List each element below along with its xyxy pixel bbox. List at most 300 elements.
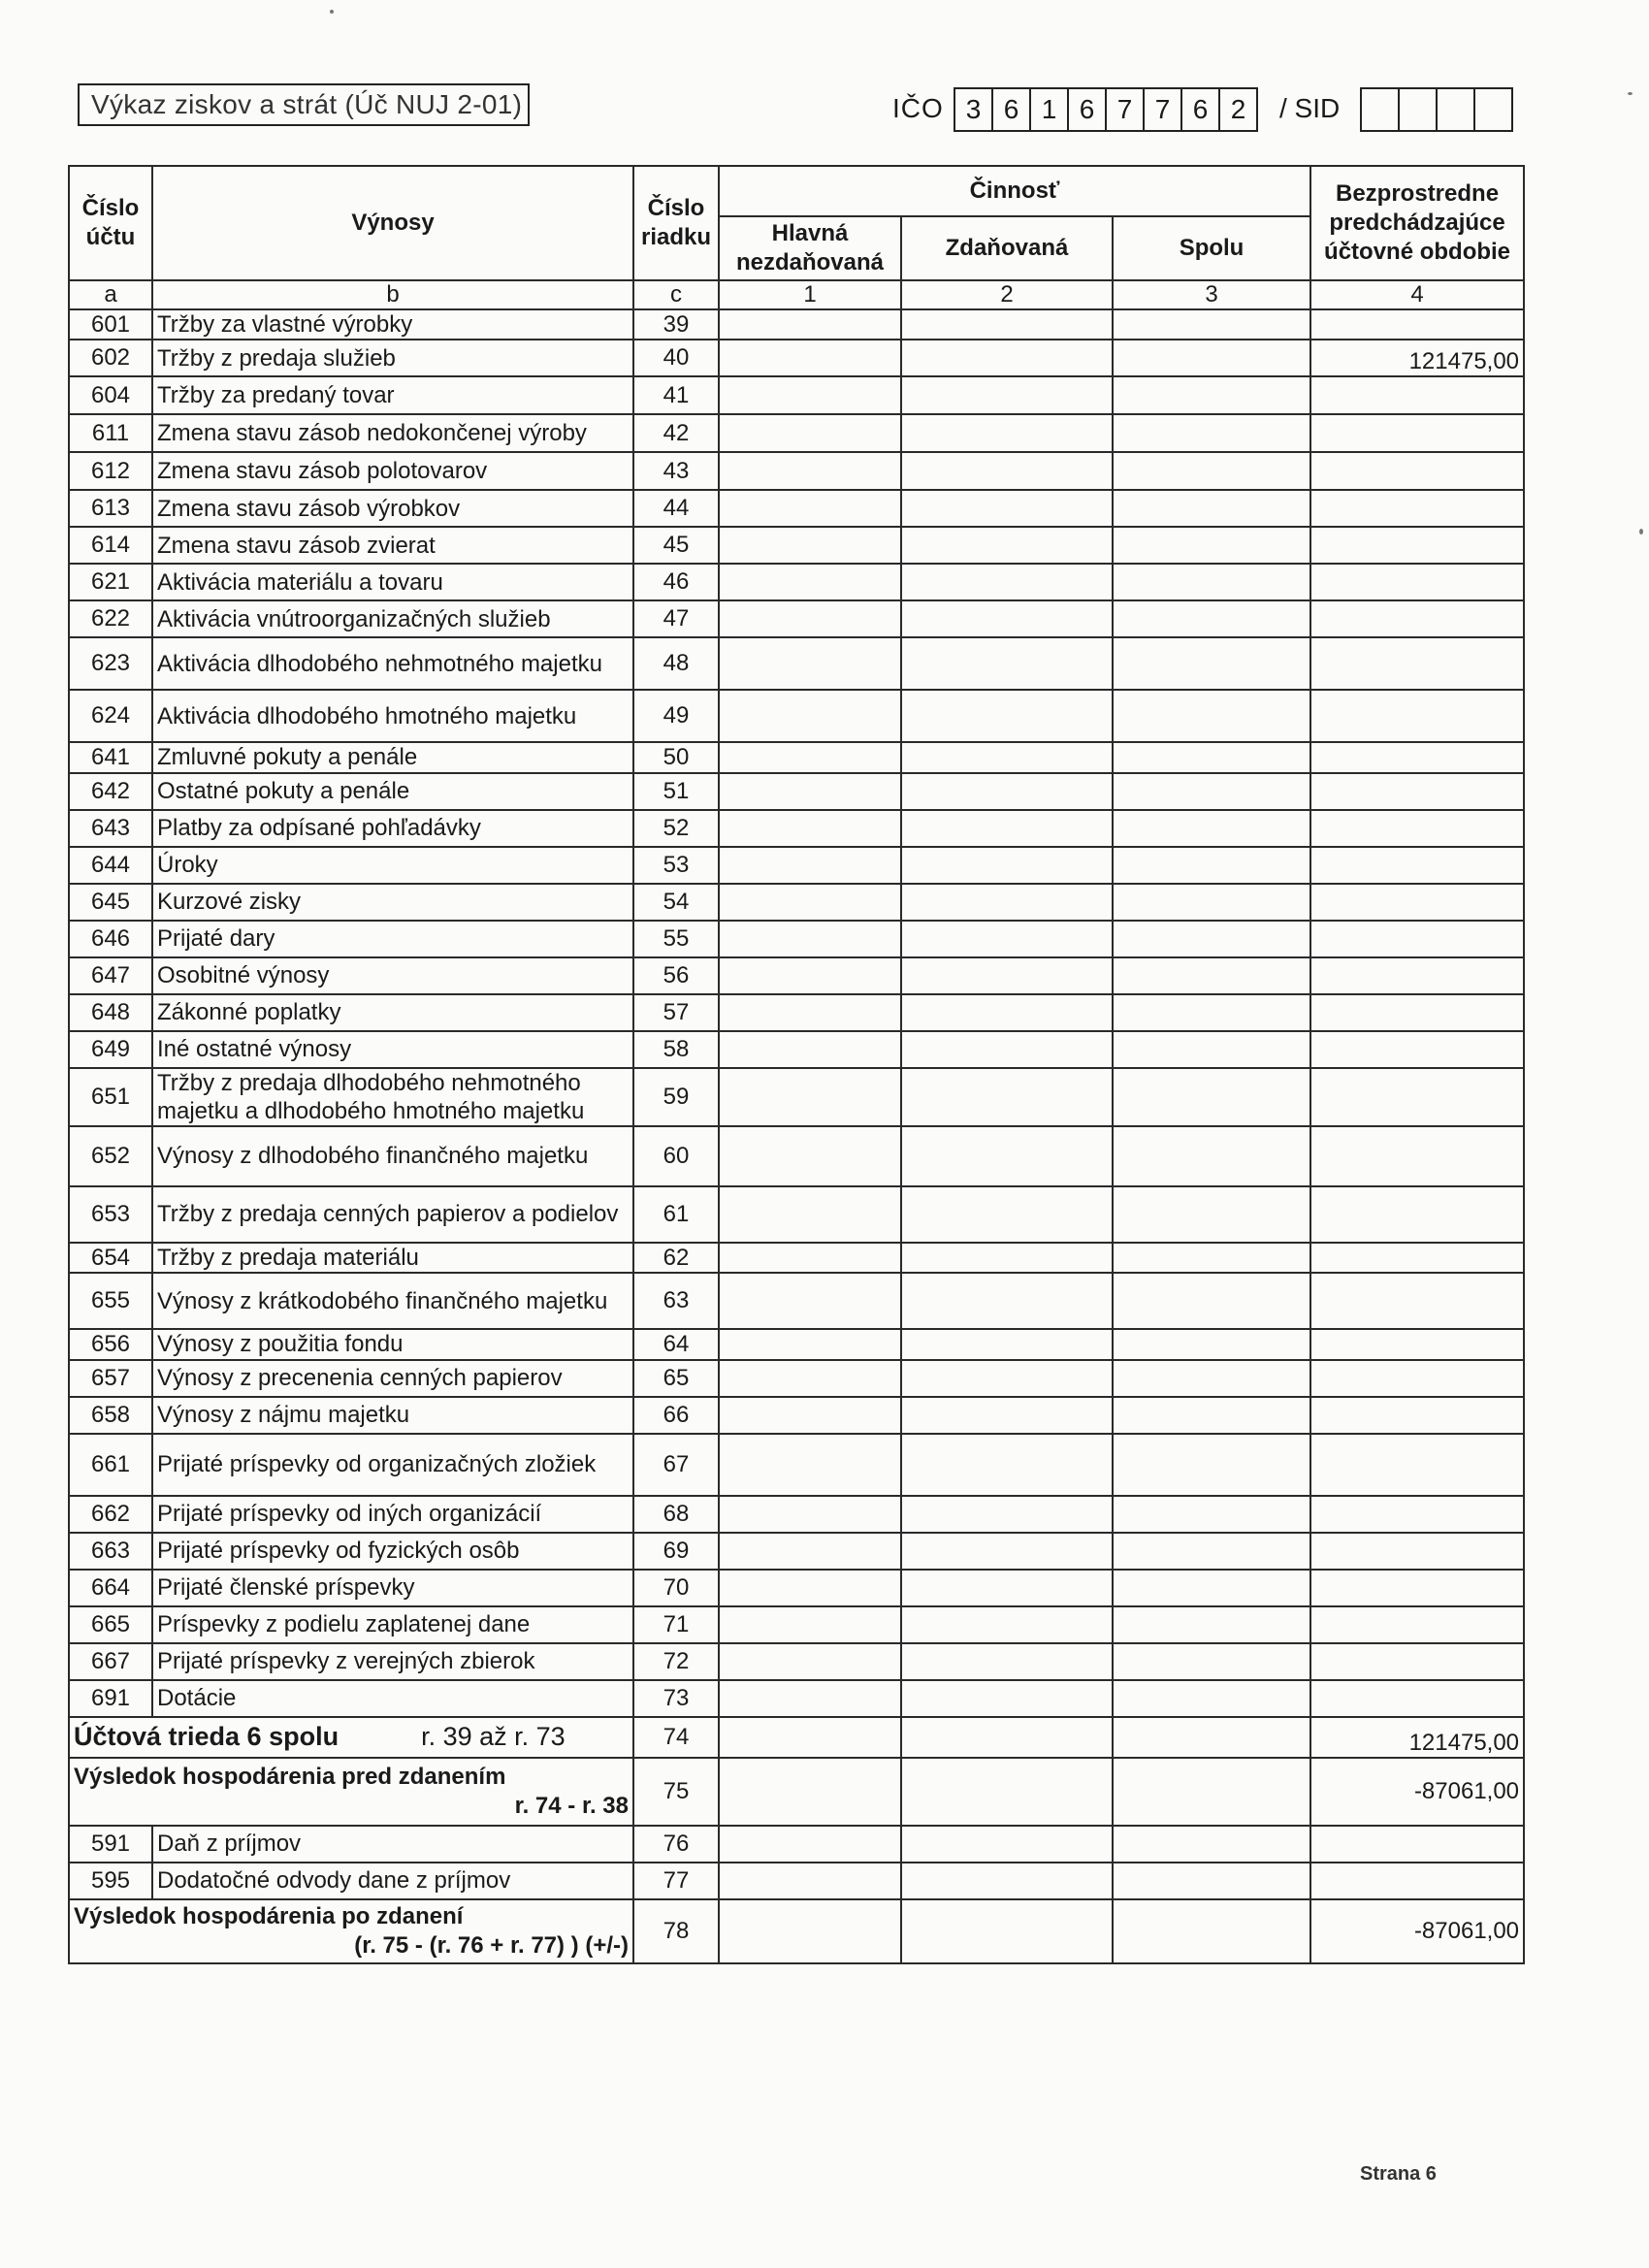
value-previous-period [1310, 1496, 1524, 1533]
value-previous-period [1310, 884, 1524, 921]
value-total [1113, 1126, 1310, 1186]
value-previous-period [1310, 414, 1524, 452]
value-taxed [901, 376, 1113, 414]
value-total [1113, 414, 1310, 452]
table-row [69, 994, 1524, 1031]
value-total [1113, 921, 1310, 957]
table-row [69, 742, 1524, 772]
account-number: 657 [69, 1360, 152, 1397]
value-taxed [901, 1643, 1113, 1680]
value-taxed [901, 1273, 1113, 1329]
row-number: 45 [633, 527, 719, 564]
value-previous-period: 121475,00 [1310, 340, 1524, 376]
item-name: Aktivácia vnútroorganizačných služieb [152, 600, 633, 637]
value-previous-period [1310, 1360, 1524, 1397]
row-number: 41 [633, 376, 719, 414]
value-taxed [901, 1496, 1113, 1533]
value-taxed [901, 690, 1113, 742]
value-main-nontaxed [719, 1570, 901, 1606]
value-total [1113, 1643, 1310, 1680]
value-main-nontaxed [719, 773, 901, 810]
table-row [69, 1496, 1524, 1533]
value-previous-period [1310, 490, 1524, 527]
row-number: 57 [633, 994, 719, 1031]
value-previous-period [1310, 564, 1524, 600]
table-row [69, 847, 1524, 884]
account-number: 661 [69, 1434, 152, 1496]
item-name: Aktivácia materiálu a tovaru [152, 564, 633, 600]
account-number: 644 [69, 847, 152, 884]
sum-class6-range: r. 39 až r. 73 [421, 1722, 566, 1752]
value-previous-period [1310, 1863, 1524, 1899]
row-number: 73 [633, 1680, 719, 1717]
table-row [69, 1068, 1524, 1127]
account-number: 658 [69, 1397, 152, 1434]
value-main-nontaxed [719, 1826, 901, 1863]
value-total [1113, 994, 1310, 1031]
account-number: 621 [69, 564, 152, 600]
item-name: Zmena stavu zásob výrobkov [152, 490, 633, 527]
table-row [69, 1243, 1524, 1273]
value-previous-period [1310, 309, 1524, 340]
value-taxed [901, 1126, 1113, 1186]
value-total [1113, 1863, 1310, 1899]
account-number: 595 [69, 1863, 152, 1899]
item-name: Úroky [152, 847, 633, 884]
value-taxed [901, 564, 1113, 600]
sid-box [1436, 87, 1475, 132]
account-number: 663 [69, 1533, 152, 1570]
value-taxed [901, 414, 1113, 452]
value-main-nontaxed [719, 1186, 901, 1243]
value-previous-period [1310, 1826, 1524, 1863]
account-number: 654 [69, 1243, 152, 1273]
value-total [1113, 600, 1310, 637]
value-main-nontaxed [719, 600, 901, 637]
value-main-nontaxed [719, 884, 901, 921]
row-number: 53 [633, 847, 719, 884]
ico-digit: 2 [1218, 87, 1258, 132]
row-number: 51 [633, 773, 719, 810]
item-name: Osobitné výnosy [152, 957, 633, 994]
value-main-nontaxed [719, 1068, 901, 1127]
item-name: Kurzové zisky [152, 884, 633, 921]
value-main-nontaxed [719, 994, 901, 1031]
value-previous-period [1310, 810, 1524, 847]
result-before-tax-range: r. 74 - r. 38 [514, 1792, 629, 1819]
value-taxed [901, 1186, 1113, 1243]
col-letter: a [69, 280, 152, 309]
ico-digit: 1 [1029, 87, 1069, 132]
value-main-nontaxed [719, 1643, 901, 1680]
value-previous-period [1310, 1434, 1524, 1496]
row-number: 72 [633, 1643, 719, 1680]
item-name: Zmluvné pokuty a penále [152, 742, 633, 772]
item-name: Prijaté príspevky od iných organizácií [152, 1496, 633, 1533]
sid-label: / SID [1279, 93, 1341, 123]
row-number: 63 [633, 1273, 719, 1329]
account-number: 665 [69, 1606, 152, 1643]
item-name: Zmena stavu zásob nedokončenej výroby [152, 414, 633, 452]
value-taxed [901, 1863, 1113, 1899]
value-main-nontaxed [719, 810, 901, 847]
account-number: 652 [69, 1126, 152, 1186]
value-total [1113, 1533, 1310, 1570]
account-number: 643 [69, 810, 152, 847]
value-main-nontaxed [719, 1606, 901, 1643]
item-name: Výnosy z precenenia cenných papierov [152, 1360, 633, 1397]
ico-digit: 6 [991, 87, 1031, 132]
sid-box [1398, 87, 1438, 132]
row-number: 69 [633, 1533, 719, 1570]
table-row [69, 452, 1524, 490]
sid-box [1360, 87, 1400, 132]
value-previous-period [1310, 1570, 1524, 1606]
item-name: Dodatočné odvody dane z príjmov [152, 1863, 633, 1899]
account-number: 623 [69, 637, 152, 690]
value-total [1113, 1186, 1310, 1243]
row-number: 46 [633, 564, 719, 600]
value-main-nontaxed [719, 452, 901, 490]
item-name: Platby za odpísané pohľadávky [152, 810, 633, 847]
account-number: 649 [69, 1031, 152, 1068]
item-name: Zmena stavu zásob polotovarov [152, 452, 633, 490]
value-taxed [901, 921, 1113, 957]
item-name: Tržby z predaja dlhodobého nehmotného majetku a dlhodobého hmotného majetku [152, 1068, 633, 1127]
value-main-nontaxed [719, 742, 901, 772]
form-title: Výkaz ziskov a strát (Úč NUJ 2-01) [78, 83, 530, 126]
item-name: Daň z príjmov [152, 1826, 633, 1863]
value-taxed [901, 600, 1113, 637]
value-taxed [901, 1533, 1113, 1570]
result-after-tax-range: (r. 75 - (r. 76 + r. 77) ) (+/-) [354, 1931, 629, 1959]
row-number: 71 [633, 1606, 719, 1643]
result-after-tax-label: Výsledok hospodárenia po zdanení [74, 1902, 464, 1929]
column-letters-row [69, 280, 1524, 309]
value-taxed [901, 884, 1113, 921]
result-before-tax-row [69, 1758, 1524, 1826]
account-number: 646 [69, 921, 152, 957]
account-number: 641 [69, 742, 152, 772]
value-previous-period [1310, 1329, 1524, 1359]
account-number: 647 [69, 957, 152, 994]
value-taxed [901, 957, 1113, 994]
table-row [69, 1434, 1524, 1496]
col-letter: 3 [1113, 280, 1310, 309]
value-taxed [901, 1068, 1113, 1127]
value-previous-period [1310, 742, 1524, 772]
value-taxed [901, 1606, 1113, 1643]
row-number: 67 [633, 1434, 719, 1496]
item-name: Tržby z predaja cenných papierov a podielov [152, 1186, 633, 1243]
row-number: 42 [633, 414, 719, 452]
value-previous-period [1310, 1606, 1524, 1643]
value-main-nontaxed [719, 1434, 901, 1496]
item-name: Iné ostatné výnosy [152, 1031, 633, 1068]
value-main-nontaxed [719, 414, 901, 452]
value-total [1113, 1068, 1310, 1127]
row-number: 39 [633, 309, 719, 340]
value-main-nontaxed [719, 1329, 901, 1359]
revenue-rows [69, 309, 1524, 1717]
row-number: 59 [633, 1068, 719, 1127]
value-main-nontaxed [719, 376, 901, 414]
value-total [1113, 452, 1310, 490]
tax-rows [69, 1826, 1524, 1899]
scan-speck [330, 10, 334, 14]
item-name: Prijaté dary [152, 921, 633, 957]
value-previous-period [1310, 1068, 1524, 1127]
account-number: 656 [69, 1329, 152, 1359]
income-statement-table [68, 165, 1525, 1964]
value-previous-period [1310, 921, 1524, 957]
row-number: 55 [633, 921, 719, 957]
value-previous-period [1310, 600, 1524, 637]
result-after-tax-value: -87061,00 [1310, 1899, 1524, 1963]
item-name: Prijaté príspevky z verejných zbierok [152, 1643, 633, 1680]
item-name: Tržby za predaný tovar [152, 376, 633, 414]
value-taxed [901, 340, 1113, 376]
sid-box [1473, 87, 1513, 132]
item-name: Zákonné poplatky [152, 994, 633, 1031]
value-taxed [901, 490, 1113, 527]
account-number: 622 [69, 600, 152, 637]
account-number: 602 [69, 340, 152, 376]
col-header-zdanovana: Zdaňovaná [901, 216, 1113, 280]
value-previous-period [1310, 1643, 1524, 1680]
item-name: Dotácie [152, 1680, 633, 1717]
row-number: 50 [633, 742, 719, 772]
value-total [1113, 1606, 1310, 1643]
value-taxed [901, 1826, 1113, 1863]
result-before-tax-value: -87061,00 [1310, 1758, 1524, 1826]
value-previous-period [1310, 637, 1524, 690]
table-row [69, 1533, 1524, 1570]
account-number: 648 [69, 994, 152, 1031]
row-number: 61 [633, 1186, 719, 1243]
value-main-nontaxed [719, 340, 901, 376]
value-previous-period [1310, 1243, 1524, 1273]
table-row [69, 376, 1524, 414]
value-total [1113, 847, 1310, 884]
value-taxed [901, 309, 1113, 340]
ico-label: IČO [892, 93, 944, 123]
row-number: 49 [633, 690, 719, 742]
value-taxed [901, 742, 1113, 772]
value-taxed [901, 847, 1113, 884]
table-row [69, 773, 1524, 810]
value-total [1113, 1570, 1310, 1606]
row-number: 58 [633, 1031, 719, 1068]
value-total [1113, 1826, 1310, 1863]
table-row [69, 564, 1524, 600]
account-number: 667 [69, 1643, 152, 1680]
value-main-nontaxed [719, 564, 901, 600]
value-main-nontaxed [719, 957, 901, 994]
table-row [69, 921, 1524, 957]
row-number: 64 [633, 1329, 719, 1359]
value-previous-period [1310, 1273, 1524, 1329]
value-total [1113, 690, 1310, 742]
ico-digit: 3 [954, 87, 993, 132]
value-taxed [901, 1680, 1113, 1717]
value-main-nontaxed [719, 309, 901, 340]
table-row [69, 884, 1524, 921]
item-name: Výnosy z použitia fondu [152, 1329, 633, 1359]
account-number: 624 [69, 690, 152, 742]
table-row [69, 957, 1524, 994]
value-main-nontaxed [719, 1126, 901, 1186]
value-main-nontaxed [719, 1533, 901, 1570]
col-header-riadok: Číslo riadku [633, 166, 719, 280]
value-taxed [901, 1031, 1113, 1068]
account-number: 604 [69, 376, 152, 414]
table-row [69, 1329, 1524, 1359]
value-main-nontaxed [719, 921, 901, 957]
table-row [69, 690, 1524, 742]
item-name: Aktivácia dlhodobého nehmotného majetku [152, 637, 633, 690]
account-number: 612 [69, 452, 152, 490]
table-row [69, 1273, 1524, 1329]
value-main-nontaxed [719, 1496, 901, 1533]
value-total [1113, 527, 1310, 564]
table-row [69, 1863, 1524, 1899]
row-number: 68 [633, 1496, 719, 1533]
scan-speck [1639, 529, 1643, 535]
value-main-nontaxed [719, 1863, 901, 1899]
value-previous-period [1310, 1533, 1524, 1570]
table-row [69, 1570, 1524, 1606]
value-total [1113, 810, 1310, 847]
value-taxed [901, 637, 1113, 690]
value-previous-period [1310, 1680, 1524, 1717]
account-number: 601 [69, 309, 152, 340]
value-total [1113, 1434, 1310, 1496]
col-letter: 2 [901, 280, 1113, 309]
row-number: 47 [633, 600, 719, 637]
ico-digit: 7 [1143, 87, 1182, 132]
item-name: Výnosy z nájmu majetku [152, 1397, 633, 1434]
value-total [1113, 1397, 1310, 1434]
scan-speck [1628, 92, 1633, 95]
item-name: Tržby z predaja materiálu [152, 1243, 633, 1273]
value-taxed [901, 994, 1113, 1031]
table-row [69, 1126, 1524, 1186]
value-previous-period [1310, 527, 1524, 564]
value-main-nontaxed [719, 637, 901, 690]
ico-digit-boxes [954, 87, 1256, 132]
table-row [69, 414, 1524, 452]
row-number: 48 [633, 637, 719, 690]
item-name: Tržby z predaja služieb [152, 340, 633, 376]
value-total [1113, 773, 1310, 810]
sum-class6-title: Účtová trieda 6 spolu [74, 1722, 340, 1752]
value-taxed [901, 1397, 1113, 1434]
table-row [69, 1186, 1524, 1243]
row-number: 62 [633, 1243, 719, 1273]
value-total [1113, 1680, 1310, 1717]
value-taxed [901, 1570, 1113, 1606]
row-number: 44 [633, 490, 719, 527]
row-number: 77 [633, 1863, 719, 1899]
col-header-predchadzajuce: Bezprostredne predchádzajúce účtovné obdobie [1310, 166, 1524, 280]
account-number: 691 [69, 1680, 152, 1717]
value-taxed [901, 773, 1113, 810]
value-taxed [901, 452, 1113, 490]
item-name: Prijaté príspevky od fyzických osôb [152, 1533, 633, 1570]
value-total [1113, 742, 1310, 772]
value-main-nontaxed [719, 847, 901, 884]
table-row [69, 600, 1524, 637]
table-row [69, 637, 1524, 690]
page-number: Strana 6 [1360, 2163, 1437, 2185]
value-total [1113, 490, 1310, 527]
value-main-nontaxed [719, 527, 901, 564]
item-name: Tržby za vlastné výrobky [152, 309, 633, 340]
row-number: 43 [633, 452, 719, 490]
value-previous-period [1310, 452, 1524, 490]
account-number: 651 [69, 1068, 152, 1127]
table-row [69, 309, 1524, 340]
value-total [1113, 309, 1310, 340]
value-total [1113, 1360, 1310, 1397]
sid-boxes [1360, 87, 1511, 132]
value-main-nontaxed [719, 1273, 901, 1329]
table-row [69, 1680, 1524, 1717]
account-number: 653 [69, 1186, 152, 1243]
col-letter: c [633, 280, 719, 309]
table-row [69, 810, 1524, 847]
col-letter: 4 [1310, 280, 1524, 309]
account-number: 664 [69, 1570, 152, 1606]
value-main-nontaxed [719, 1360, 901, 1397]
ico-digit: 6 [1067, 87, 1107, 132]
value-main-nontaxed [719, 1031, 901, 1068]
account-number: 613 [69, 490, 152, 527]
col-header-cinnost: Činnosť [719, 166, 1310, 216]
value-previous-period [1310, 957, 1524, 994]
col-header-spolu: Spolu [1113, 216, 1310, 280]
value-main-nontaxed [719, 1680, 901, 1717]
value-taxed [901, 527, 1113, 564]
sum-class6-value: 121475,00 [1310, 1717, 1524, 1758]
value-previous-period [1310, 1397, 1524, 1434]
value-previous-period [1310, 690, 1524, 742]
table-row [69, 1643, 1524, 1680]
value-total [1113, 1329, 1310, 1359]
value-main-nontaxed [719, 1397, 901, 1434]
row-number: 40 [633, 340, 719, 376]
row-number: 60 [633, 1126, 719, 1186]
sum-class6-row [69, 1717, 1524, 1758]
value-total [1113, 884, 1310, 921]
value-main-nontaxed [719, 1243, 901, 1273]
col-header-hlavna: Hlavná nezdaňovaná [719, 216, 901, 280]
ico-digit: 6 [1180, 87, 1220, 132]
table-row [69, 1397, 1524, 1434]
table-row [69, 490, 1524, 527]
item-name: Ostatné pokuty a penále [152, 773, 633, 810]
value-previous-period [1310, 994, 1524, 1031]
result-after-tax-row [69, 1899, 1524, 1963]
sum-class6-label [69, 1717, 633, 1758]
account-number: 642 [69, 773, 152, 810]
item-name: Výnosy z krátkodobého finančného majetku [152, 1273, 633, 1329]
table-row [69, 340, 1524, 376]
value-total [1113, 564, 1310, 600]
value-total [1113, 637, 1310, 690]
row-number: 70 [633, 1570, 719, 1606]
